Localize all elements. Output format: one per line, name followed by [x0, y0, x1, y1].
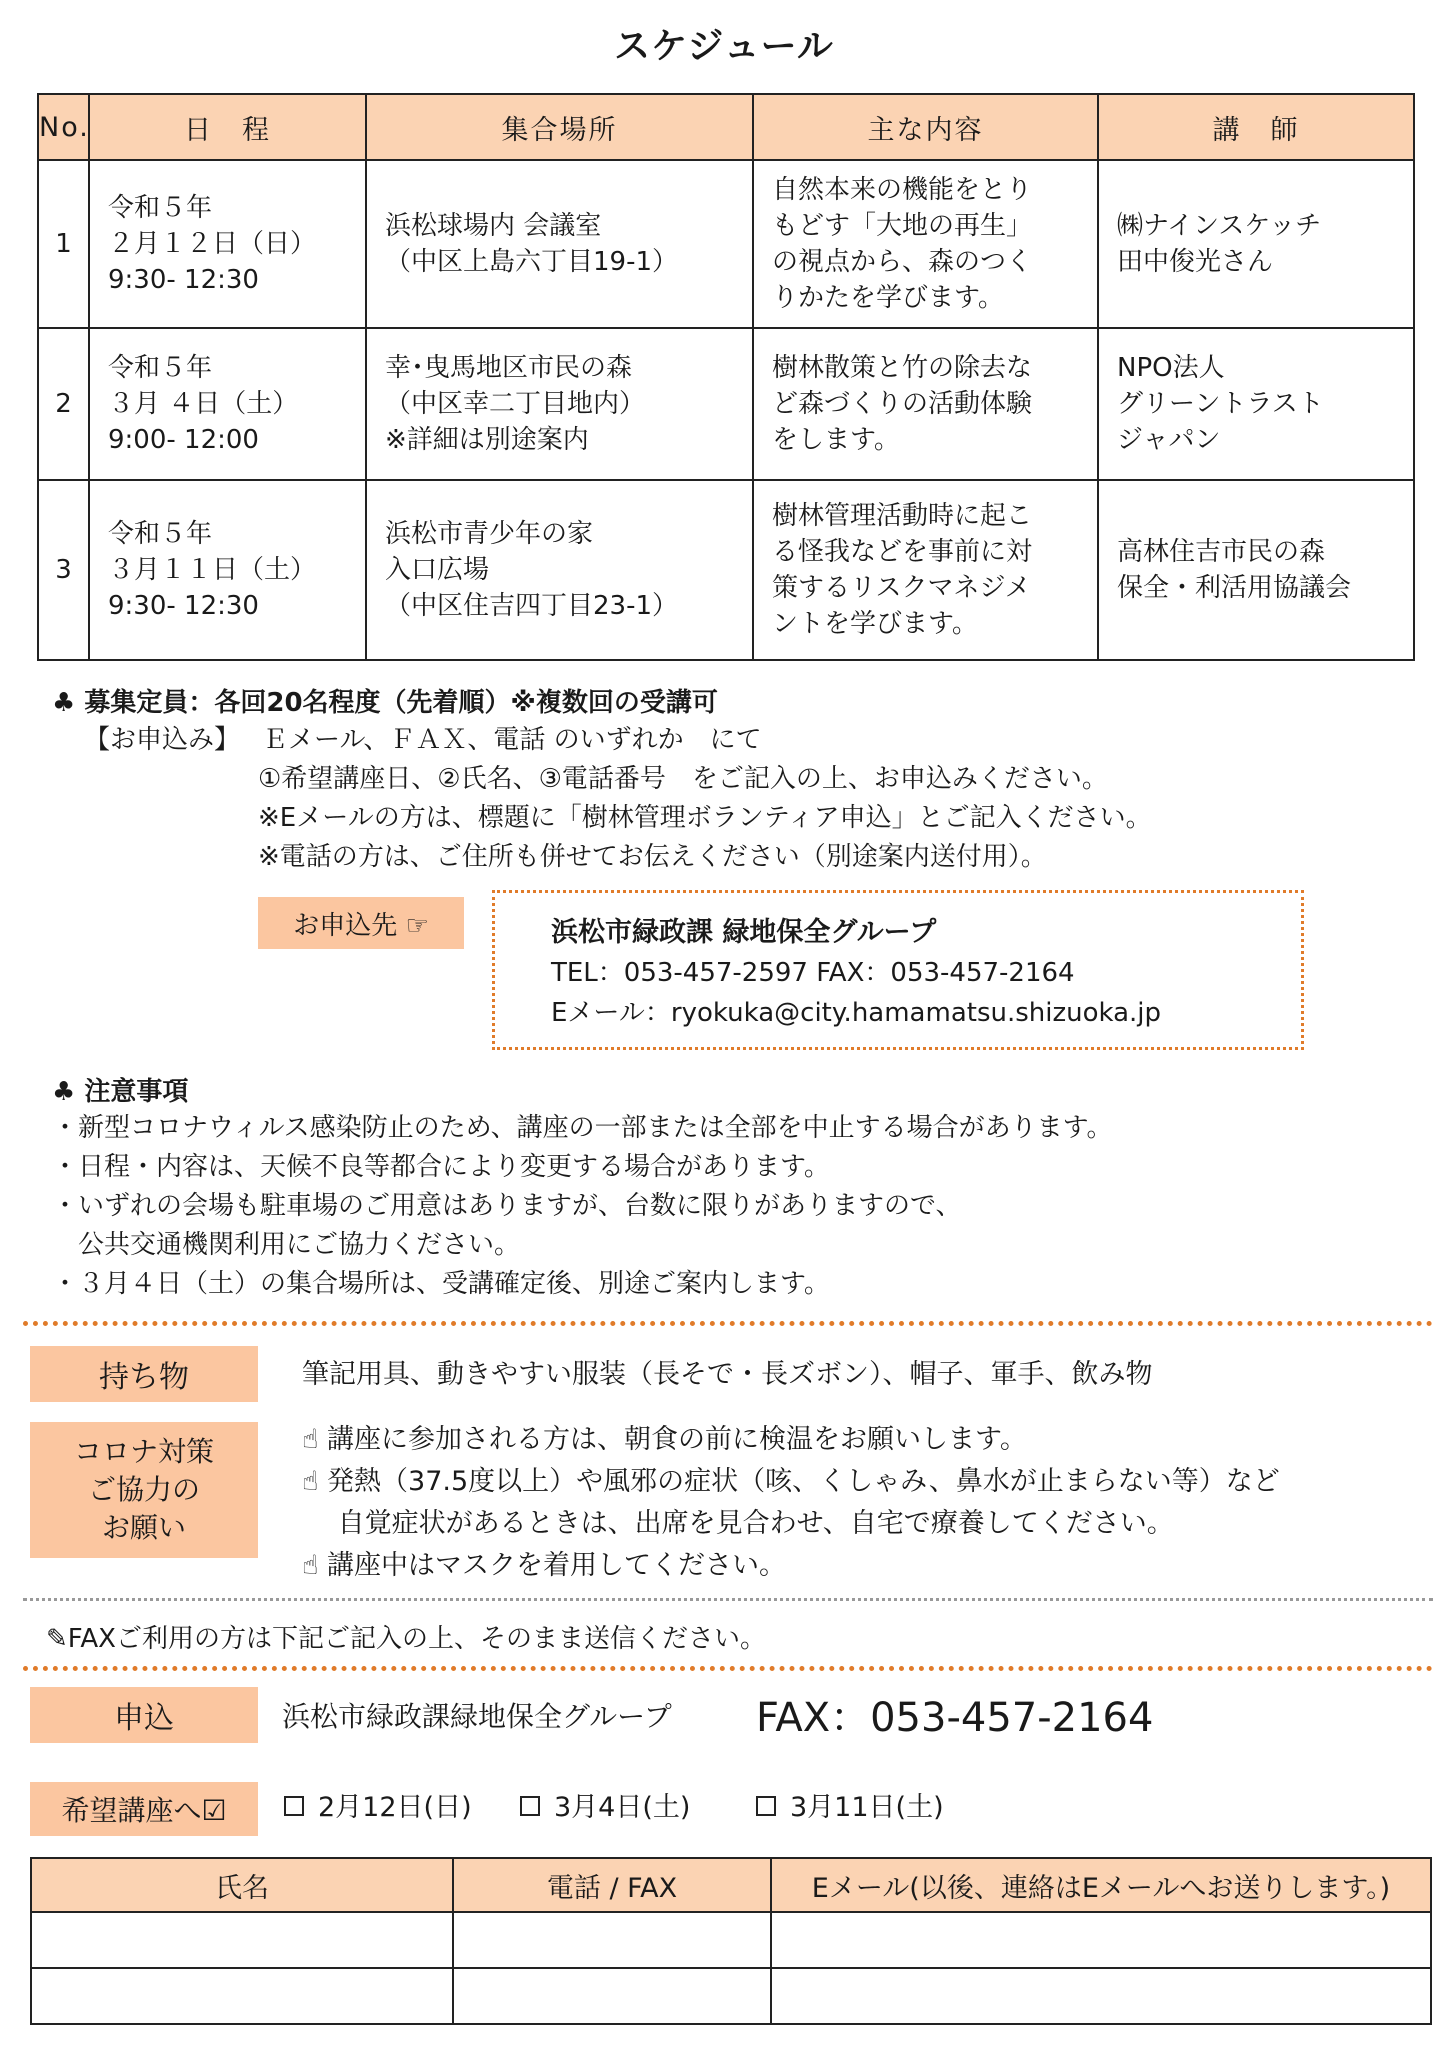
table-row	[38, 328, 1414, 480]
schedule-table	[37, 93, 1415, 661]
phone-fax-field[interactable]	[453, 1912, 771, 1968]
date-line: 9:30- 12:30	[108, 265, 259, 295]
apply-instruction: ※Eメールの方は、標題に「樹林管理ボランティア申込」とご記入ください。	[258, 803, 1152, 833]
table-row	[38, 160, 1414, 328]
note-item: 公共交通機関利用にご協力ください。	[52, 1230, 521, 1260]
place-line: 浜松球場内 会議室	[385, 211, 602, 241]
row-date	[89, 160, 366, 328]
checkbox[interactable]	[284, 1796, 304, 1816]
course-option-label: 3月11日(土)	[790, 1792, 944, 1823]
row-content	[753, 160, 1098, 328]
lecturer-line: 高林住吉市民の森	[1117, 537, 1326, 567]
course-select-label: 希望講座へ☑	[30, 1782, 258, 1836]
contact-box	[492, 890, 1304, 1050]
corona-label-line: ご協力の	[87, 1473, 200, 1506]
lecturer-line: 田中俊光さん	[1117, 247, 1274, 277]
application-form-table	[30, 1857, 1432, 2025]
col-header-lecturer: 講 師	[1098, 94, 1414, 160]
course-option-mar4[interactable]	[520, 1789, 690, 1827]
content-line: もどす「大地の再生」	[772, 211, 1033, 241]
belongings-text: 筆記用具、動きやすい服装（長そで・長ズボン）、帽子、軍手、飲み物	[302, 1359, 1153, 1390]
place-line: 入口広場	[385, 555, 490, 585]
apply-instruction: ※電話の方は、ご住所も併せてお伝えください（別途案内送付用）。	[258, 842, 1047, 872]
note-item: ・３月４日（土）の集合場所は、受講確定後、別途ご案内します。	[52, 1269, 830, 1299]
date-line: 令和５年	[108, 193, 213, 223]
date-line: 9:00- 12:00	[108, 425, 259, 455]
divider	[23, 1666, 1433, 1671]
fax-note: ✎FAXご利用の方は下記ご記入の上、そのまま送信ください。	[46, 1624, 766, 1654]
date-line: ２月１２日（日）	[108, 229, 317, 259]
course-option-mar11[interactable]	[756, 1789, 944, 1827]
belongings-label: 持ち物	[30, 1346, 258, 1402]
col-header-email: Eメール(以後、連絡はEメールへお送りします。)	[771, 1858, 1431, 1912]
application-fax: FAX：053-457-2164	[756, 1695, 1154, 1741]
content-line: の視点から、森のつく	[772, 247, 1033, 277]
checkbox[interactable]	[756, 1796, 776, 1816]
divider	[23, 1321, 1433, 1326]
corona-item: ☝ 講座に参加される方は、朝食の前に検温をお願いします。	[302, 1424, 1027, 1455]
place-line: 幸･曳馬地区市民の森	[385, 353, 633, 383]
corona-item: 自覚症状があるときは、出席を見合わせ、自宅で療養してください。	[302, 1508, 1174, 1539]
row-date	[89, 480, 366, 660]
notes-heading: ♣ 注意事項	[52, 1077, 189, 1107]
row-place	[366, 328, 753, 480]
lecturer-line: ジャパン	[1117, 425, 1221, 455]
phone-fax-field[interactable]	[453, 1968, 771, 2024]
contact-label: お申込先 ☞	[258, 897, 464, 949]
place-line: ※詳細は別途案内	[385, 425, 589, 455]
note-item: ・日程・内容は、天候不良等都合により変更する場合があります。	[52, 1152, 830, 1182]
application-label: 申込	[30, 1687, 258, 1743]
row-no: 1	[38, 160, 89, 328]
date-line: 9:30- 12:30	[108, 591, 259, 621]
content-line: 樹林散策と竹の除去な	[772, 353, 1033, 383]
row-date	[89, 328, 366, 480]
checkbox[interactable]	[520, 1796, 540, 1816]
col-header-name: 氏名	[31, 1858, 453, 1912]
contact-email[interactable]: Eメール：ryokuka@city.hamamatsu.shizuoka.jp	[551, 998, 1162, 1028]
row-lecturer	[1098, 160, 1414, 328]
divider	[23, 1598, 1433, 1601]
contact-org: 浜松市緑政課 緑地保全グループ	[551, 917, 937, 948]
content-line: ントを学びます。	[772, 609, 978, 639]
table-row	[38, 480, 1414, 660]
form-header-row	[31, 1858, 1431, 1912]
row-lecturer	[1098, 328, 1414, 480]
content-line: りかたを学びます。	[772, 283, 1004, 313]
course-option-label: 2月12日(日)	[318, 1792, 472, 1823]
corona-label-line: お願い	[101, 1511, 186, 1544]
email-field[interactable]	[771, 1912, 1431, 1968]
corona-label-line: コロナ対策	[73, 1435, 214, 1468]
course-option-feb12[interactable]	[284, 1789, 472, 1827]
row-place	[366, 160, 753, 328]
date-line: 令和５年	[108, 353, 213, 383]
col-header-no: No.	[38, 94, 89, 160]
email-field[interactable]	[771, 1968, 1431, 2024]
corona-item: ☝ 講座中はマスクを着用してください。	[302, 1550, 787, 1581]
col-header-place: 集合場所	[366, 94, 753, 160]
form-row	[31, 1912, 1431, 1968]
place-line: （中区住吉四丁目23-1）	[385, 591, 679, 621]
row-content	[753, 328, 1098, 480]
name-field[interactable]	[31, 1968, 453, 2024]
corona-label	[30, 1422, 258, 1558]
apply-methods: Ｅメール、ＦＡＸ、電話 のいずれか にて	[262, 725, 762, 755]
lecturer-line: 保全・利活用協議会	[1117, 573, 1352, 603]
place-line: （中区幸二丁目地内）	[385, 389, 646, 419]
col-header-date: 日 程	[89, 94, 366, 160]
date-line: ３月１１日（土）	[108, 555, 317, 585]
contact-tel-fax: TEL：053-457-2597 FAX：053-457-2164	[551, 958, 1075, 988]
row-no: 3	[38, 480, 89, 660]
place-line: （中区上島六丁目19-1）	[385, 247, 679, 277]
schedule-header-row	[38, 94, 1414, 160]
row-no: 2	[38, 328, 89, 480]
content-line: 自然本来の機能をとり	[772, 175, 1033, 205]
col-header-phone-fax: 電話 / FAX	[453, 1858, 771, 1912]
corona-item: ☝ 発熱（37.5度以上）や風邪の症状（咳、くしゃみ、鼻水が止まらない等）など	[302, 1466, 1280, 1497]
form-row	[31, 1968, 1431, 2024]
course-option-label: 3月4日(土)	[554, 1792, 691, 1823]
lecturer-line: NPO法人	[1117, 353, 1225, 383]
col-header-content: 主な内容	[753, 94, 1098, 160]
content-line: 策するリスクマネジメ	[772, 573, 1031, 603]
row-place	[366, 480, 753, 660]
content-line: 樹林管理活動時に起こ	[772, 501, 1033, 531]
application-org: 浜松市緑政課緑地保全グループ	[282, 1700, 672, 1733]
date-line: 令和５年	[108, 519, 213, 549]
apply-instruction: ①希望講座日、②氏名、③電話番号 をご記入の上、お申込みください。	[258, 764, 1108, 794]
page-title: スケジュール	[614, 26, 834, 67]
content-line: る怪我などを事前に対	[772, 537, 1033, 567]
row-content	[753, 480, 1098, 660]
lecturer-line: ㈱ナインスケッチ	[1117, 211, 1322, 241]
content-line: をします。	[772, 425, 900, 455]
place-line: 浜松市青少年の家	[385, 519, 594, 549]
note-item: ・新型コロナウィルス感染防止のため、講座の一部または全部を中止する場合があります。	[52, 1113, 1113, 1143]
row-lecturer	[1098, 480, 1414, 660]
apply-label: 【お申込み】	[84, 725, 241, 755]
note-item: ・いずれの会場も駐車場のご用意はありますが、台数に限りがありますので、	[52, 1191, 962, 1221]
content-line: ど森づくりの活動体験	[772, 389, 1033, 419]
recruit-heading: ♣ 募集定員：各回20名程度（先着順）※複数回の受講可	[52, 688, 718, 718]
date-line: ３月 ４日（土）	[108, 389, 299, 419]
name-field[interactable]	[31, 1912, 453, 1968]
lecturer-line: グリーントラスト	[1117, 389, 1324, 419]
